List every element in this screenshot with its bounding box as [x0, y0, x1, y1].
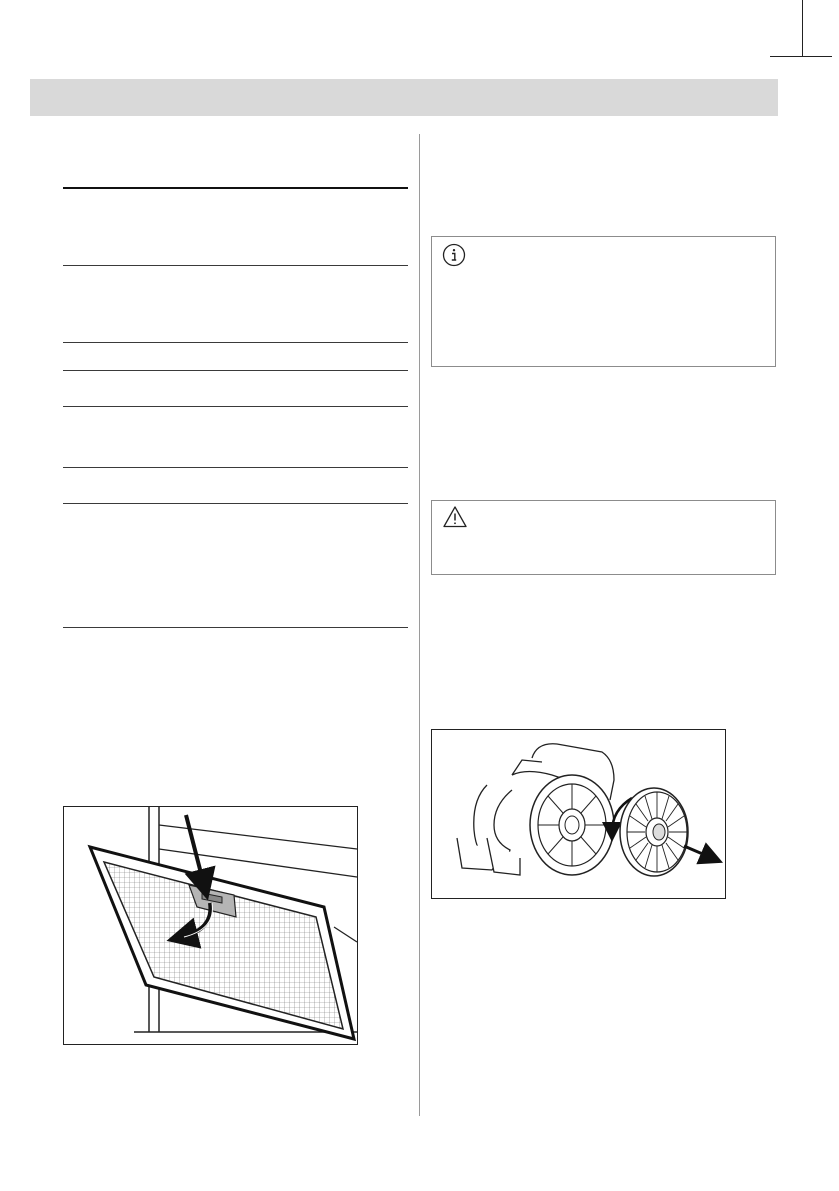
table-row-rule — [63, 342, 408, 343]
info-note-box — [431, 236, 776, 367]
table-row-rule — [63, 467, 408, 468]
warning-triangle-icon — [442, 505, 468, 529]
crop-mark-vertical — [802, 0, 803, 56]
table-row-rule — [63, 370, 408, 371]
grease-filter-removal-illustration — [63, 806, 358, 1045]
info-circle-icon — [442, 243, 466, 267]
table-top-rule — [63, 187, 408, 189]
table-row-rule — [63, 406, 408, 407]
table-bottom-rule — [63, 627, 408, 628]
crop-mark-horizontal — [770, 56, 832, 57]
warning-note-box — [431, 500, 776, 575]
table-row-rule — [63, 503, 408, 504]
table-row-rule — [63, 265, 408, 266]
column-divider — [419, 134, 420, 1116]
section-header-band — [30, 79, 778, 116]
carbon-filter-removal-illustration — [431, 729, 726, 899]
